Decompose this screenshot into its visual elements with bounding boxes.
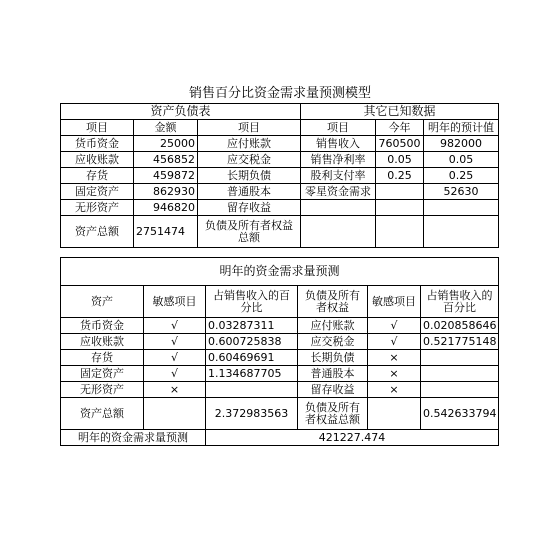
fc-asset: 固定资产 <box>61 366 144 382</box>
other-this: 0.05 <box>376 152 424 168</box>
result-value: 421227.474 <box>206 430 499 446</box>
col-pct-of-sales: 占销售收入的百分比 <box>206 286 298 318</box>
asset-amount: 862930 <box>134 184 198 200</box>
col-next-year: 明年的预计值 <box>424 120 499 136</box>
liab-label: 应付账款 <box>198 136 301 152</box>
result-label: 明年的资金需求量预测 <box>61 430 206 446</box>
other-next: 52630 <box>424 184 499 200</box>
fc-pct: 0.60469691 <box>206 350 298 366</box>
fc-pct: 0.600725838 <box>206 334 298 350</box>
asset-label: 货币资金 <box>61 136 134 152</box>
fc-sens2-mark: √ <box>368 318 421 334</box>
fc-pct <box>206 382 298 398</box>
col-item: 项目 <box>301 120 376 136</box>
fc-sens2-mark: × <box>368 382 421 398</box>
other-item: 销售净利率 <box>301 152 376 168</box>
other-data-table <box>300 103 499 248</box>
liab-label: 留存收益 <box>198 200 301 216</box>
col-item2: 项目 <box>198 120 301 136</box>
fc-pct2: 0.521775148 <box>421 334 499 350</box>
col-asset: 资产 <box>61 286 144 318</box>
fc-liab: 应交税金 <box>298 334 368 350</box>
forecast-table <box>60 257 499 446</box>
col-sensitive: 敏感项目 <box>144 286 206 318</box>
fc-pct: 0.03287311 <box>206 318 298 334</box>
col-pct-of-sales2: 占销售收入的百分比 <box>421 286 499 318</box>
other-data-header: 其它已知数据 <box>301 104 499 120</box>
fc-sens-mark: × <box>144 382 206 398</box>
fc-pct: 1.134687705 <box>206 366 298 382</box>
other-item: 销售收入 <box>301 136 376 152</box>
other-next: 982000 <box>424 136 499 152</box>
fc-pct2 <box>421 382 499 398</box>
col-this-year: 今年 <box>376 120 424 136</box>
total-label: 资产总额 <box>61 216 134 248</box>
asset-amount: 946820 <box>134 200 198 216</box>
other-this: 760500 <box>376 136 424 152</box>
total-liab-label: 负债及所有者权益总额 <box>198 216 301 248</box>
fc-liab: 普通股本 <box>298 366 368 382</box>
other-this: 0.25 <box>376 168 424 184</box>
fc-asset: 应收账款 <box>61 334 144 350</box>
fc-sens2-mark: × <box>368 350 421 366</box>
fc-sens-mark: √ <box>144 366 206 382</box>
forecast-header: 明年的资金需求量预测 <box>61 258 499 286</box>
asset-amount: 25000 <box>134 136 198 152</box>
fc-liab: 长期负债 <box>298 350 368 366</box>
fc-liab: 应付账款 <box>298 318 368 334</box>
col-sensitive2: 敏感项目 <box>368 286 421 318</box>
fc-pct2 <box>421 366 499 382</box>
fc-total-pct: 2.372983563 <box>206 398 298 430</box>
fc-asset: 存货 <box>61 350 144 366</box>
col-item: 项目 <box>61 120 134 136</box>
col-liab-equity: 负债及所有者权益 <box>298 286 368 318</box>
col-amount: 金额 <box>134 120 198 136</box>
asset-label: 无形资产 <box>61 200 134 216</box>
fc-total-pct2: 0.542633794 <box>421 398 499 430</box>
balance-sheet-header: 资产负债表 <box>61 104 301 120</box>
fc-asset: 无形资产 <box>61 382 144 398</box>
asset-amount: 459872 <box>134 168 198 184</box>
fc-sens-mark: √ <box>144 318 206 334</box>
fc-pct2: 0.020858646 <box>421 318 499 334</box>
other-item: 股利支付率 <box>301 168 376 184</box>
liab-label: 长期负债 <box>198 168 301 184</box>
other-next: 0.05 <box>424 152 499 168</box>
other-item: 零星资金需求 <box>301 184 376 200</box>
fc-total-label: 资产总额 <box>61 398 144 430</box>
asset-label: 应收账款 <box>61 152 134 168</box>
fc-sens2-mark: × <box>368 366 421 382</box>
other-this <box>376 184 424 200</box>
asset-label: 存货 <box>61 168 134 184</box>
fc-pct2 <box>421 350 499 366</box>
fc-sens-mark: √ <box>144 350 206 366</box>
liab-label: 应交税金 <box>198 152 301 168</box>
liab-label: 普通股本 <box>198 184 301 200</box>
fc-asset: 货币资金 <box>61 318 144 334</box>
page-title: 销售百分比资金需求量预测模型 <box>188 86 371 101</box>
other-next: 0.25 <box>424 168 499 184</box>
asset-amount: 456852 <box>134 152 198 168</box>
asset-label: 固定资产 <box>61 184 134 200</box>
balance-sheet-table <box>60 103 301 248</box>
fc-sens-mark: √ <box>144 334 206 350</box>
fc-sens2-mark: √ <box>368 334 421 350</box>
fc-total-liab-label: 负债及所有者权益总额 <box>298 398 368 430</box>
total-amount: 2751474 <box>134 216 198 248</box>
fc-liab: 留存收益 <box>298 382 368 398</box>
